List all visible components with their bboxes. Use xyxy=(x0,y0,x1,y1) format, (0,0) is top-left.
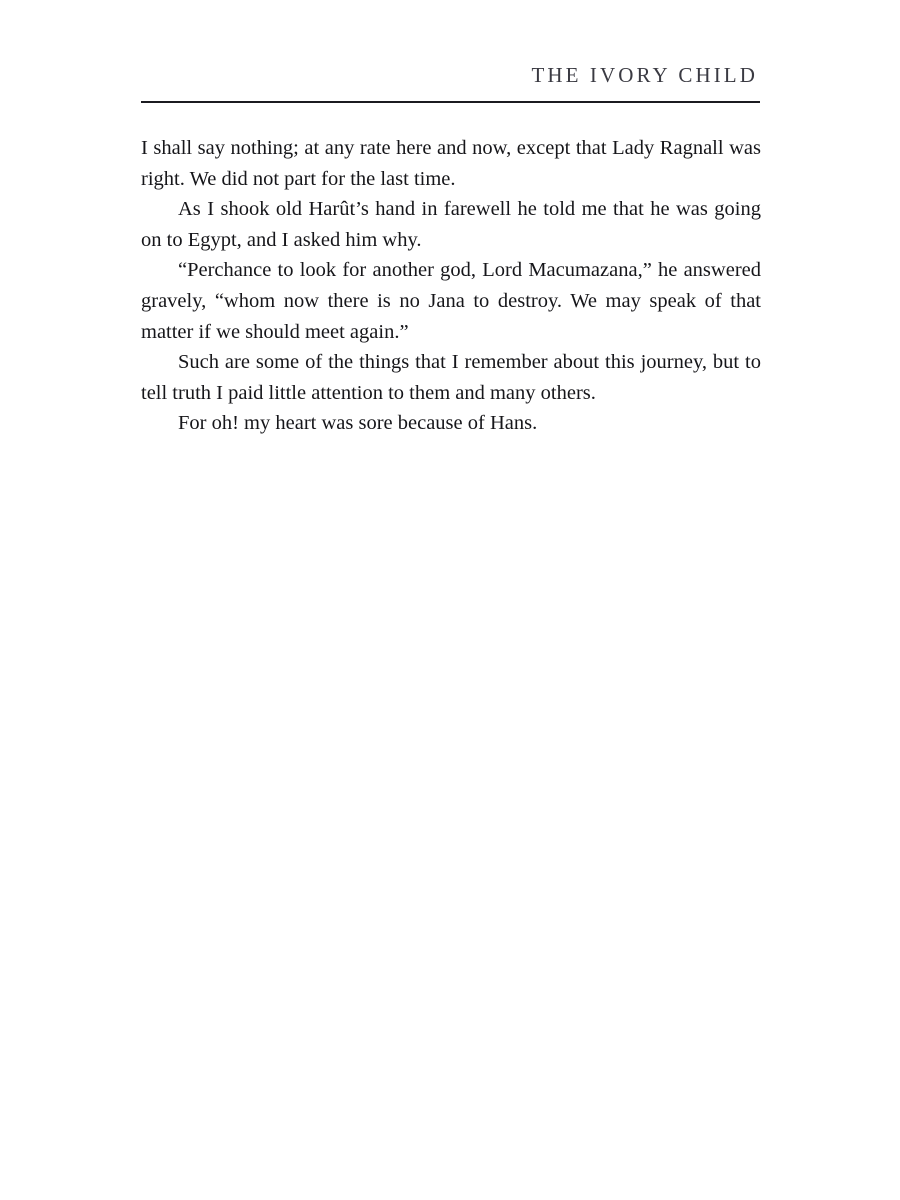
page-body xyxy=(141,133,761,439)
header-rule xyxy=(141,101,760,103)
paragraph: Such are some of the things that I remember about this journey, but to tell truth I paid little attention to them and many others. xyxy=(141,351,761,404)
paragraph: For oh! my heart was sore because of Hans. xyxy=(178,412,538,435)
paragraph: “Perchance to look for another god, Lord Macumazana,” he answered gravely, “whom now there is no Jana to destroy. We may speak of that matter if we should meet again.” xyxy=(141,259,761,343)
paragraph: I shall say nothing; at any rate here and now, except that Lady Ragnall was right. We did not part for the last time. xyxy=(141,137,761,190)
running-head-title: THE IVORY CHILD xyxy=(531,63,758,87)
paragraph: As I shook old Harût’s hand in farewell he told me that he was going on to Egypt, and I asked him why. xyxy=(141,198,761,251)
